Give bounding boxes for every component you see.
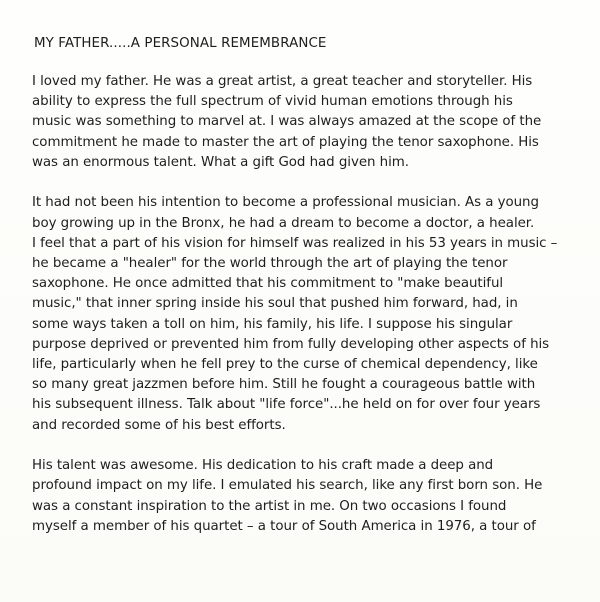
text-line: life, particularly when he fell prey to the curse of chemical dependency, like bbox=[32, 356, 538, 372]
text-line: boy growing up in the Bronx, he had a dream to become a doctor, a healer. bbox=[32, 215, 535, 231]
paragraph-3 bbox=[32, 456, 577, 537]
text-line: some ways taken a toll on him, his family, his life. I suppose his singular bbox=[32, 316, 513, 332]
text-line: I feel that a part of his vision for himself was realized in his 53 years in music – bbox=[32, 235, 558, 251]
text-line: music," that inner spring inside his soul that pushed him forward, had, in bbox=[32, 296, 518, 312]
text-line: His talent was awesome. His dedication to his craft made a deep and bbox=[32, 458, 494, 474]
text-line: he became a "healer" for the world through the art of playing the tenor bbox=[32, 256, 508, 271]
text-line: It had not been his intention to become a professional musician. As a young bbox=[32, 195, 539, 211]
text-line: commitment he made to master the art of playing the tenor saxophone. His bbox=[32, 134, 539, 150]
text-line: myself a member of his quartet – a tour of South America in 1976, a tour of bbox=[32, 518, 536, 534]
text-line: saxophone. He once admitted that his commitment to "make beautiful bbox=[32, 276, 504, 292]
text-line: I loved my father. He was a great artist, a great teacher and storyteller. His bbox=[32, 74, 533, 89]
text-line: his subsequent illness. Talk about "life force"...he held on for over four years bbox=[32, 397, 541, 413]
text-line: purpose deprived or prevented him from fully developing other aspects of his bbox=[32, 336, 550, 352]
document-body bbox=[32, 35, 577, 557]
paragraph-1 bbox=[32, 72, 577, 173]
text-line: and recorded some of his best efforts. bbox=[32, 417, 286, 433]
document-title: MY FATHER.....A PERSONAL REMEMBRANCE bbox=[34, 36, 327, 51]
text-line: was an enormous talent. What a gift God had given him. bbox=[32, 154, 409, 170]
text-line: was a constant inspiration to the artist in me. On two occasions I found bbox=[32, 498, 507, 514]
text-line: music was something to marvel at. I was always amazed at the scope of the bbox=[32, 114, 542, 130]
text-line: profound impact on my life. I emulated his search, like any first born son. He bbox=[32, 478, 543, 494]
paragraph-2 bbox=[32, 193, 577, 435]
text-line: ability to express the full spectrum of vivid human emotions through his bbox=[32, 94, 513, 110]
text-line: so many great jazzmen before him. Still he fought a courageous battle with bbox=[32, 377, 536, 393]
